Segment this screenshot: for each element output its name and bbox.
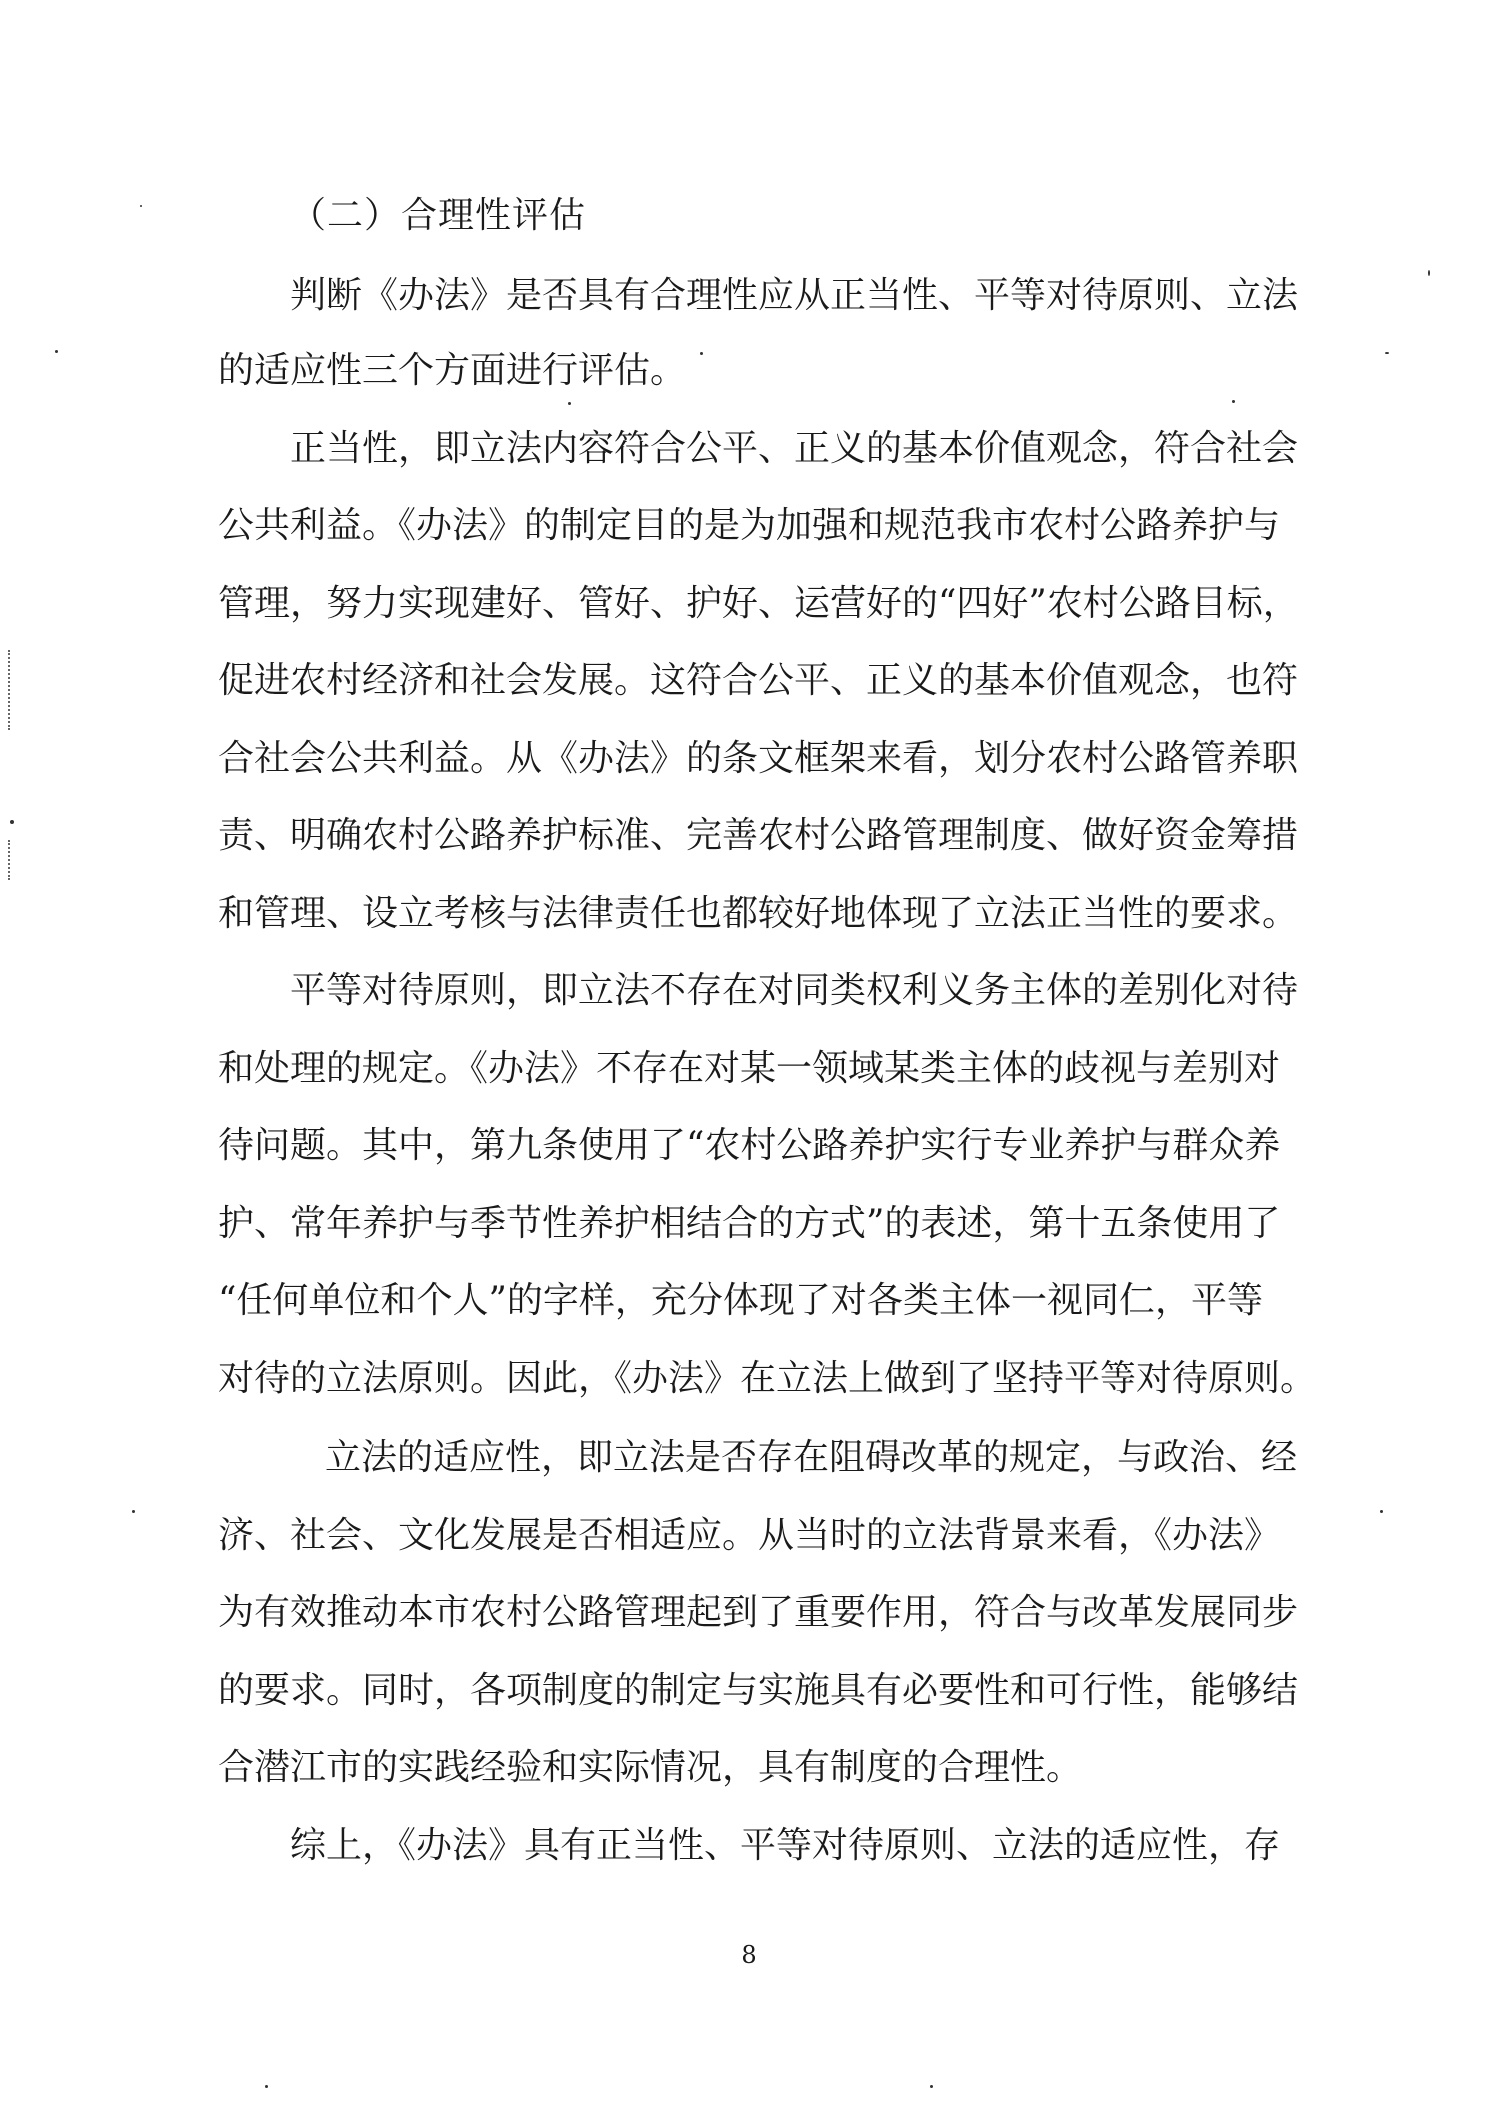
paragraph-line: 平等对待原则，即立法不存在对同类权利义务主体的差别化对待 [290,970,1299,1011]
paragraph-line: 对待的立法原则。因此，《办法》在立法上做到了坚持平等对待原则。 [218,1358,1317,1399]
scan-speck [140,205,142,207]
scan-speck [1232,400,1235,403]
paragraph-line: 判断《办法》是否具有合理性应从正当性、平等对待原则、立法 [290,275,1299,316]
section-heading: （二）合理性评估 [290,195,587,236]
paragraph-line: 待问题。其中，第九条使用了“农村公路养护实行专业养护与群众养 [218,1125,1281,1166]
scan-speck [265,2085,268,2088]
paragraph-line: 的适应性三个方面进行评估。 [218,350,687,391]
paragraph-line: 公共利益。《办法》的制定目的是为加强和规范我市农村公路养护与 [218,505,1281,546]
scan-speck [1428,270,1430,276]
paragraph-line: 和处理的规定。《办法》不存在对某一领域某类主体的歧视与差别对 [218,1048,1281,1089]
scan-edge-mark [8,840,24,880]
paragraph-line: 护、常年养护与季节性养护相结合的方式”的表述，第十五条使用了 [218,1203,1281,1244]
paragraph-line: 促进农村经济和社会发展。这符合公平、正义的基本价值观念，也符 [218,660,1299,701]
paragraph-line: 立法的适应性，即立法是否存在阻碍改革的规定，与政治、经 [325,1437,1298,1478]
paragraph-line: 和管理、设立考核与法律责任也都较好地体现了立法正当性的要求。 [218,893,1299,934]
paragraph-line: 为有效推动本市农村公路管理起到了重要作用，符合与改革发展同步 [218,1592,1299,1633]
paragraph-line: 责、明确农村公路养护标准、完善农村公路管理制度、做好资金筹措 [218,815,1299,856]
paragraph-line: “任何单位和个人”的字样，充分体现了对各类主体一视同仁，平等 [218,1280,1263,1321]
scan-speck [55,350,58,353]
paragraph-line: 管理，努力实现建好、管好、护好、运营好的“四好”农村公路目标， [218,583,1299,624]
paragraph-line: 正当性，即立法内容符合公平、正义的基本价值观念，符合社会 [290,428,1299,469]
paragraph-line: 济、社会、文化发展是否相适应。从当时的立法背景来看，《办法》 [218,1515,1281,1556]
scan-edge-mark [8,650,24,730]
paragraph-line: 综上，《办法》具有正当性、平等对待原则、立法的适应性，存 [290,1825,1281,1866]
scan-speck [10,820,14,824]
paragraph-line: 的要求。同时，各项制度的制定与实施具有必要性和可行性，能够结 [218,1670,1299,1711]
scan-speck [132,1510,135,1513]
scan-speck [1380,1510,1383,1513]
scan-speck [700,352,703,355]
page-number: 8 [741,1941,757,1969]
scan-speck [930,2085,933,2088]
paragraph-line: 合潜江市的实践经验和实际情况，具有制度的合理性。 [218,1747,1083,1788]
scan-speck [1385,352,1389,354]
paragraph-line: 合社会公共利益。从《办法》的条文框架来看，划分农村公路管养职 [218,738,1299,779]
scan-speck [568,402,571,405]
